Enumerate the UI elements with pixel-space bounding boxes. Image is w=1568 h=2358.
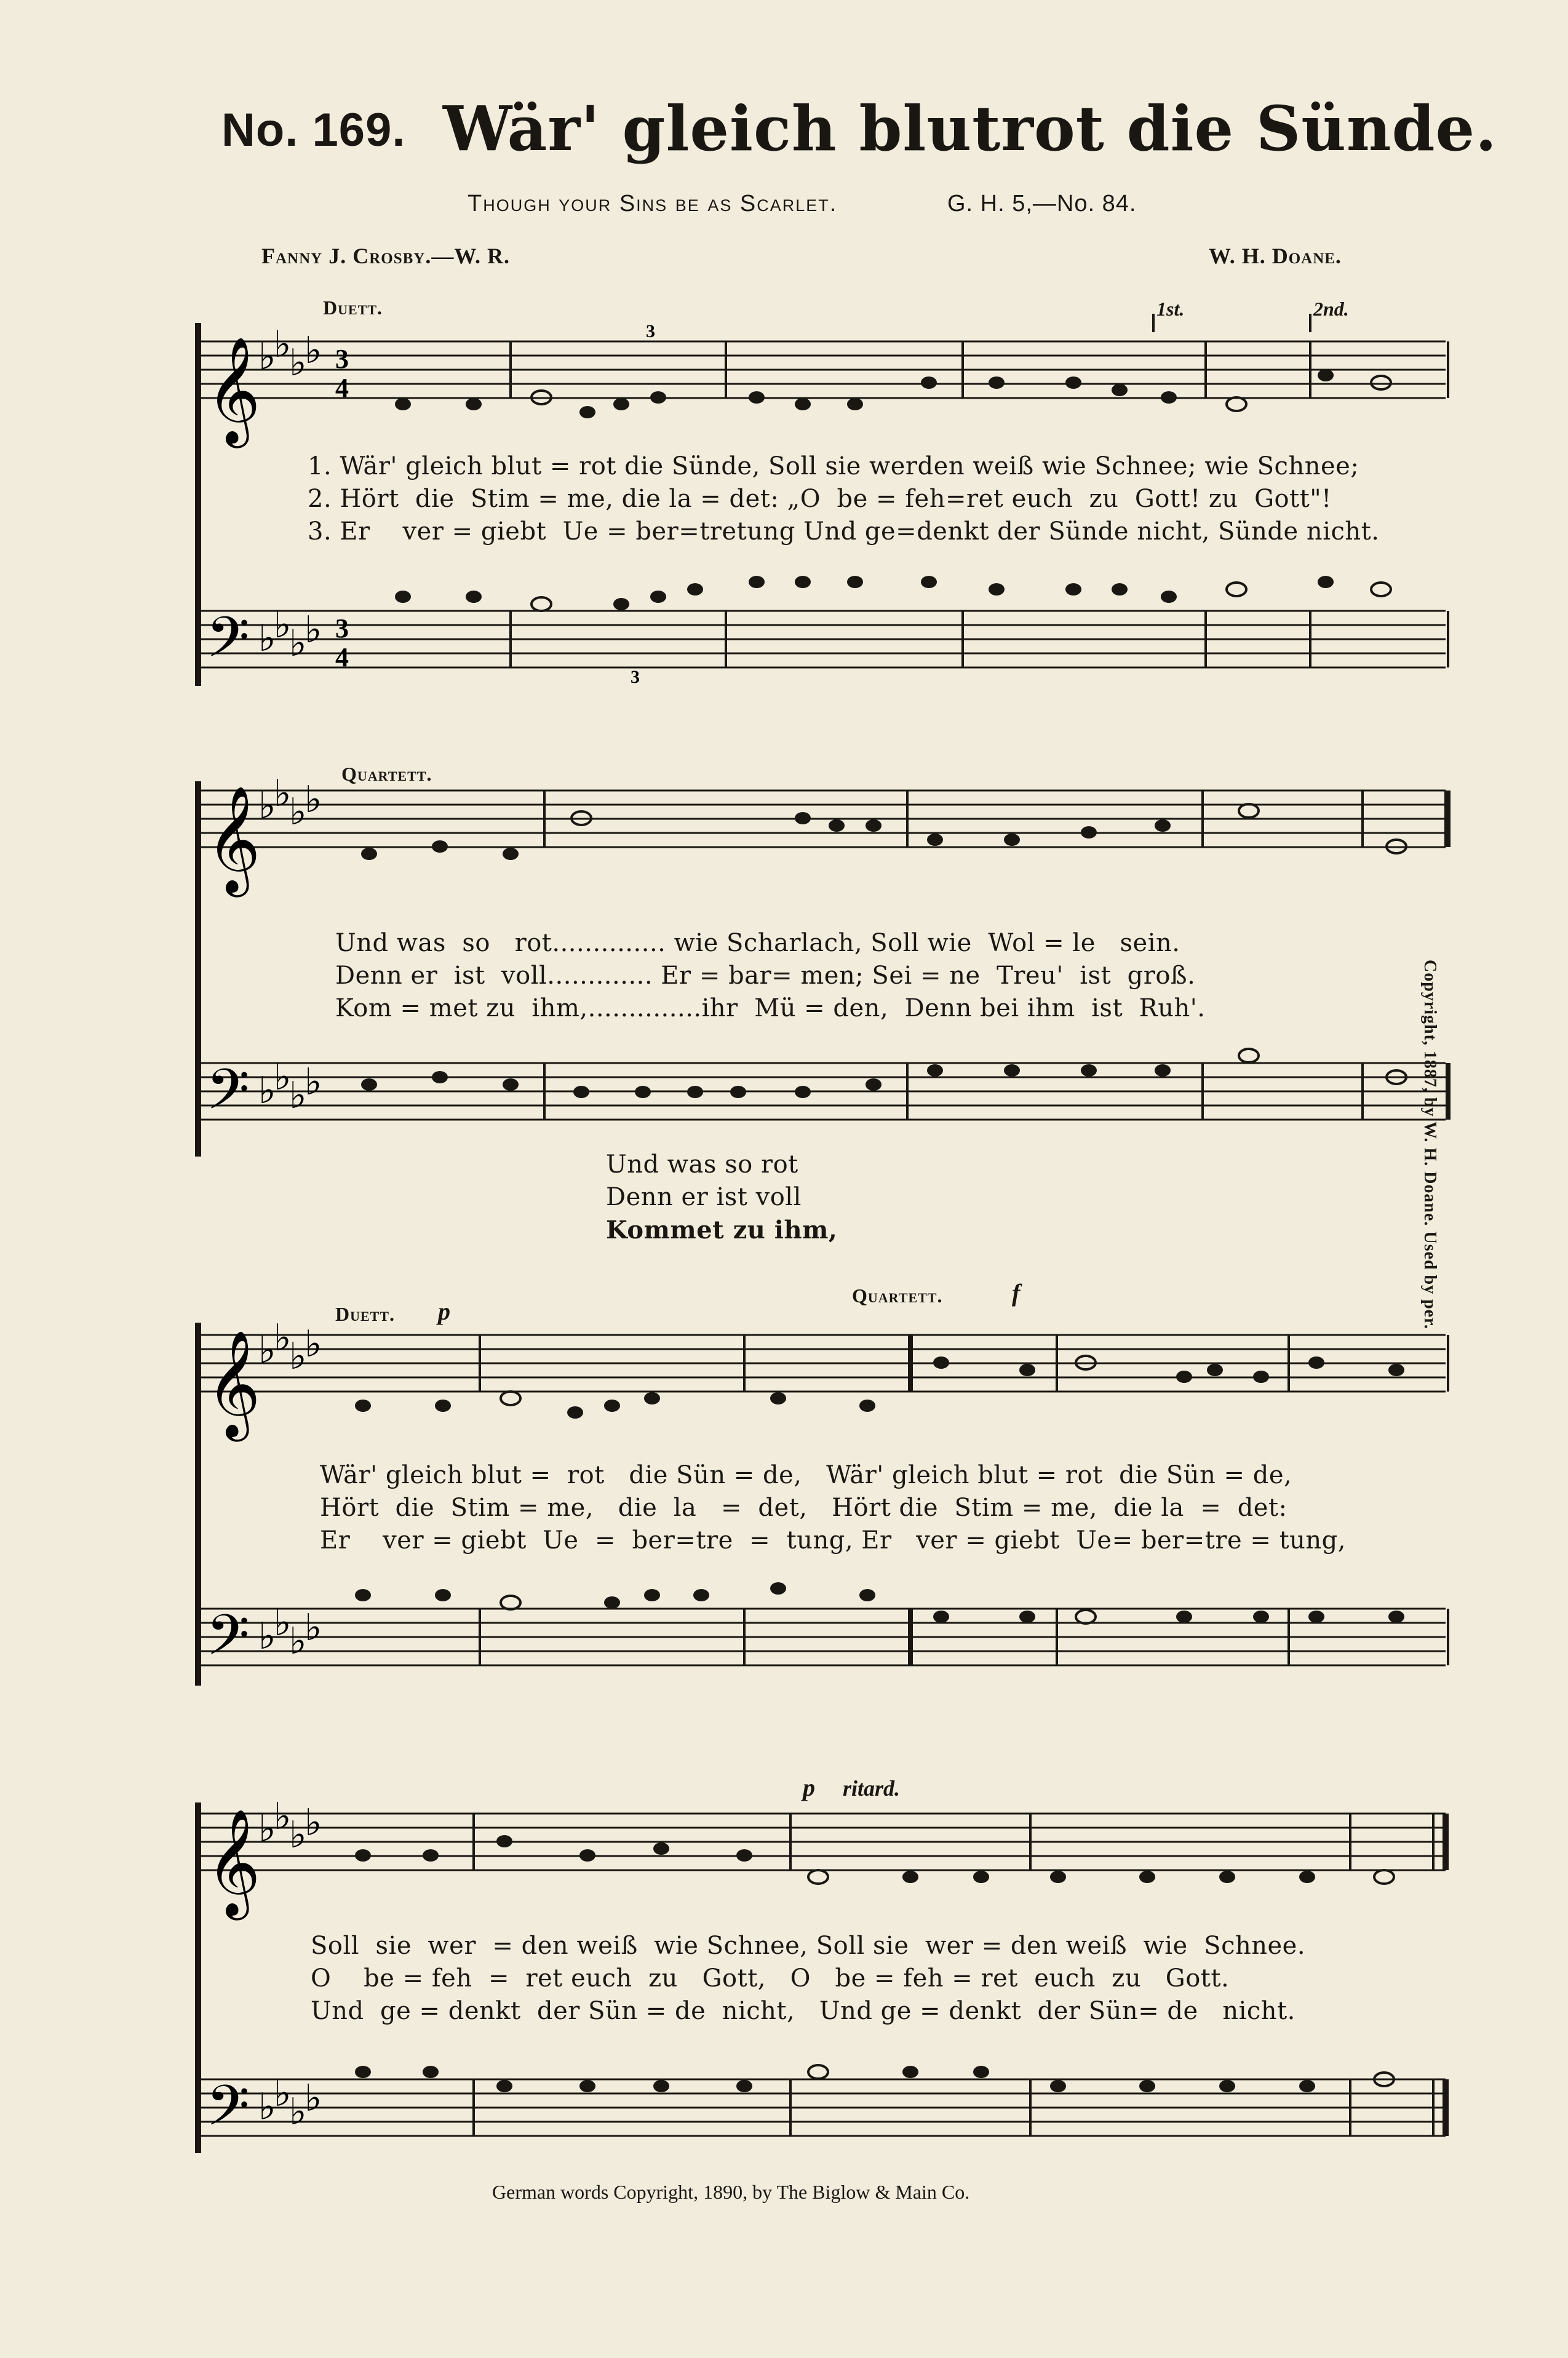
author-credit: Fanny J. Crosby.—W. R. <box>261 244 511 268</box>
side-copyright: Copyright, 1887, by W. H. Doane. Used by per. <box>1420 960 1439 1329</box>
hymn-title: Wär' gleich blutrot die Sünde. <box>443 92 1497 165</box>
first-ending-label: 1st. <box>1156 298 1185 320</box>
lyrics-s3-v3: Er ver = giebt Ue = ber=tre = tung, Er ver = giebt Ue= ber=tre = tung, <box>320 1526 1346 1555</box>
lyrics-s4-v3: Und ge = denkt der Sün = de nicht, Und ge = denkt der Sün= de nicht. <box>311 1997 1295 2025</box>
svg-text:♭: ♭ <box>289 622 307 665</box>
quartett-label-2: Quartett. <box>852 1285 943 1307</box>
svg-text:♭: ♭ <box>258 784 276 827</box>
svg-text:♭: ♭ <box>258 1329 276 1372</box>
svg-text:♭: ♭ <box>274 1795 292 1838</box>
lyrics-s1-v1: 1. Wär' gleich blut = rot die Sünde, Soll sie werden weiß wie Schnee; wie Schnee; <box>308 452 1359 480</box>
svg-text:♭: ♭ <box>274 1316 292 1360</box>
quartett-label: Quartett. <box>341 763 432 785</box>
time-sig-top: 3 <box>335 344 349 374</box>
dynamic-piano-2: p <box>803 1774 815 1801</box>
svg-text:♭: ♭ <box>304 778 322 821</box>
composer-credit: W. H. Doane. <box>1209 244 1342 268</box>
svg-text:♭: ♭ <box>304 608 322 651</box>
svg-text:♭: ♭ <box>258 1807 276 1850</box>
lyrics-s1-v3: 3. Er ver = giebt Ue = ber=tretung Und ge=denkt der Sünde nicht, Sünde nicht. <box>308 517 1380 546</box>
bass-time-sig-top: 3 <box>335 613 349 643</box>
svg-text:♭: ♭ <box>304 2077 322 2120</box>
svg-text:♭: ♭ <box>258 2085 276 2129</box>
dynamic-forte: f <box>1012 1279 1021 1307</box>
svg-text:𝄞: 𝄞 <box>206 1330 261 1437</box>
svg-text:♭: ♭ <box>304 329 322 372</box>
bass-clef: 𝄢 <box>206 605 250 683</box>
svg-text:♭: ♭ <box>274 1056 292 1099</box>
lyrics-s2-v3: Kom = met zu ihm,..............ihr Mü = den, Denn bei ihm ist Ruh'. <box>335 994 1206 1022</box>
svg-text:♭: ♭ <box>258 617 276 660</box>
svg-text:♭: ♭ <box>289 1620 307 1663</box>
svg-text:♭: ♭ <box>304 1323 322 1366</box>
lyrics-s2-v1: Und was so rot.............. wie Scharlach, Soll wie Wol = le sein. <box>335 929 1180 957</box>
svg-text:♭: ♭ <box>274 1601 292 1644</box>
bass-time-sig-bottom: 4 <box>335 642 349 672</box>
lyrics-s4-v1: Soll sie wer = den weiß wie Schnee, Soll sie wer = den weiß wie Schnee. <box>311 1932 1306 1960</box>
svg-text:♭: ♭ <box>304 1606 322 1649</box>
lyrics-s3-v2: Hört die Stim = me, die la = det, Hört die Stim = me, die la = det: <box>320 1494 1287 1522</box>
bass-lyrics-1: Und was so rot <box>606 1150 798 1179</box>
svg-text:♭: ♭ <box>258 1069 276 1112</box>
bass-lyrics-2: Denn er ist voll <box>606 1183 802 1211</box>
svg-text:♭: ♭ <box>289 1814 307 1857</box>
svg-text:𝄢: 𝄢 <box>206 2073 250 2152</box>
time-sig-bottom: 4 <box>335 373 349 403</box>
second-ending-label: 2nd. <box>1313 298 1349 320</box>
footer-copyright: German words Copyright, 1890, by The Biglow & Main Co. <box>492 2181 970 2203</box>
hymn-number: No. 169. <box>221 104 406 156</box>
svg-text:𝄞: 𝄞 <box>206 1809 261 1916</box>
svg-text:♭: ♭ <box>274 772 292 815</box>
duett-label-2: Duett. <box>335 1303 396 1325</box>
svg-text:♭: ♭ <box>258 335 276 378</box>
hymnal-reference: G. H. 5,—No. 84. <box>947 191 1137 217</box>
svg-text:♭: ♭ <box>289 791 307 834</box>
svg-text:♭: ♭ <box>289 1074 307 1117</box>
svg-text:♭: ♭ <box>289 341 307 384</box>
lyrics-s1-v2: 2. Hört die Stim = me, die la = det: „O be = feh=ret euch zu Gott! zu Gott"! <box>308 485 1332 513</box>
svg-text:♭: ♭ <box>289 1335 307 1378</box>
svg-text:♭: ♭ <box>274 603 292 647</box>
svg-text:𝄢: 𝄢 <box>206 1603 250 1681</box>
svg-text:♭: ♭ <box>304 1801 322 1844</box>
duett-label: Duett. <box>323 297 383 319</box>
english-title: Though your Sins be as Scarlet. <box>468 191 838 217</box>
triplet-mark: 3 <box>646 321 655 341</box>
svg-text:♭: ♭ <box>304 1061 322 1104</box>
svg-text:♭: ♭ <box>258 1615 276 1658</box>
svg-text:𝄞: 𝄞 <box>206 786 261 893</box>
svg-text:𝄢: 𝄢 <box>206 1057 250 1136</box>
lyrics-s4-v2: O be = feh = ret euch zu Gott, O be = feh = ret euch zu Gott. <box>311 1964 1230 1993</box>
treble-clef: 𝄞 <box>206 337 261 444</box>
lyrics-s3-v1: Wär' gleich blut = rot die Sün = de, Wär' gleich blut = rot die Sün = de, <box>320 1461 1292 1489</box>
bass-lyrics-3: Kommet zu ihm, <box>606 1216 838 1245</box>
svg-text:♭: ♭ <box>289 2090 307 2133</box>
ritard-marking: ritard. <box>843 1776 901 1801</box>
lyrics-s2-v2: Denn er ist voll............. Er = bar= men; Sei = ne Treu' ist groß. <box>335 962 1196 990</box>
dynamic-piano: p <box>438 1297 450 1325</box>
svg-text:♭: ♭ <box>274 323 292 366</box>
triplet-mark-bass: 3 <box>631 667 640 687</box>
svg-text:♭: ♭ <box>274 2072 292 2115</box>
